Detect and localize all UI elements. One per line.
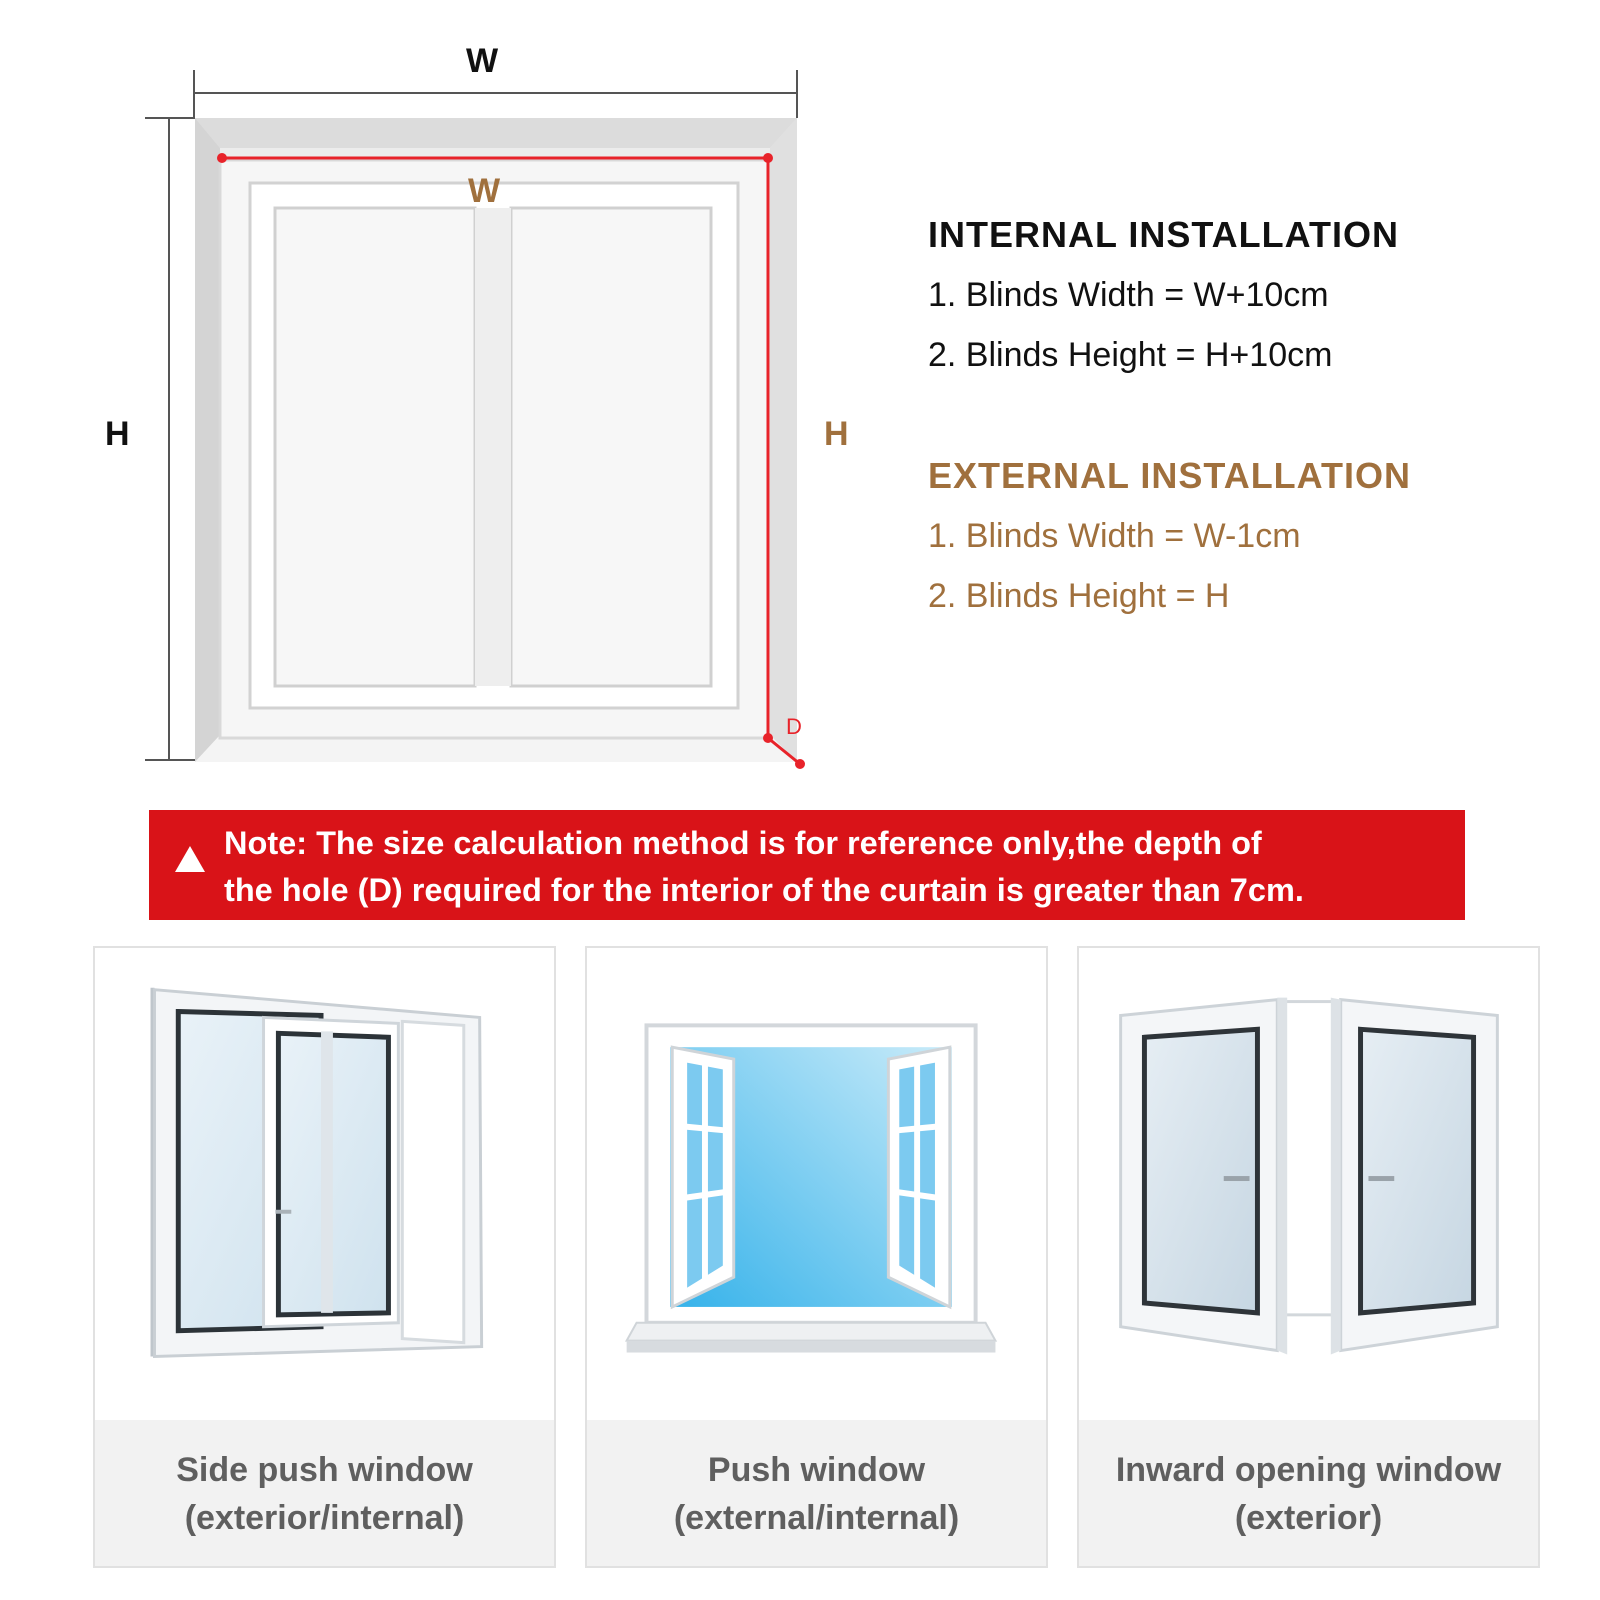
depth-label: D bbox=[786, 714, 802, 739]
window-type-usage: (exterior/internal) bbox=[184, 1499, 465, 1537]
window-type-card-side-push bbox=[93, 946, 556, 1568]
window-type-usage: (external/internal) bbox=[673, 1499, 960, 1537]
recess-right-bevel bbox=[770, 118, 797, 762]
recess-left-bevel bbox=[195, 118, 220, 762]
sliding-window-icon bbox=[95, 948, 554, 1418]
window-type-name: Side push window bbox=[176, 1451, 473, 1489]
window-measurement-diagram bbox=[0, 0, 880, 790]
dimension-dot bbox=[763, 153, 773, 163]
glass-right bbox=[511, 208, 711, 686]
window-type-name: Inward opening window bbox=[1115, 1451, 1502, 1489]
outer-height-label: H bbox=[105, 415, 130, 453]
external-installation-section bbox=[928, 455, 1411, 616]
note-text bbox=[224, 820, 1454, 914]
note-line-1: Note: The size calculation method is for reference only,the depth of bbox=[224, 825, 1262, 861]
window-type-name: Push window bbox=[707, 1451, 926, 1489]
dimension-dot bbox=[763, 733, 773, 743]
window-type-usage: (exterior) bbox=[1234, 1499, 1383, 1537]
window-type-caption bbox=[1079, 1420, 1538, 1568]
glass-left bbox=[275, 208, 475, 686]
note-line-2: the hole (D) required for the interior of the curtain is greater than 7cm. bbox=[224, 872, 1304, 908]
dimension-dot bbox=[795, 759, 805, 769]
external-width-formula: 1. Blinds Width = W-1cm bbox=[928, 517, 1301, 555]
inner-height-label: H bbox=[824, 415, 849, 453]
warning-icon bbox=[173, 844, 207, 874]
inward-window-icon bbox=[1079, 948, 1538, 1418]
recess-top-bevel bbox=[195, 118, 797, 148]
external-installation-title: EXTERNAL INSTALLATION bbox=[928, 455, 1411, 496]
window-type-card-push bbox=[585, 946, 1048, 1568]
internal-height-formula: 2. Blinds Height = H+10cm bbox=[928, 336, 1333, 374]
inner-width-label: W bbox=[468, 172, 501, 210]
outer-width-label: W bbox=[466, 42, 499, 80]
window-type-caption bbox=[587, 1420, 1046, 1568]
window-type-card-inward-opening bbox=[1077, 946, 1540, 1568]
internal-width-formula: 1. Blinds Width = W+10cm bbox=[928, 276, 1329, 314]
casement-window-icon bbox=[587, 948, 1046, 1418]
center-mullion bbox=[475, 208, 511, 686]
window-type-caption bbox=[95, 1420, 554, 1568]
external-height-formula: 2. Blinds Height = H bbox=[928, 577, 1230, 615]
dimension-dot bbox=[217, 153, 227, 163]
internal-installation-title: INTERNAL INSTALLATION bbox=[928, 214, 1399, 255]
internal-installation-section bbox=[928, 214, 1399, 375]
note-banner bbox=[149, 810, 1465, 920]
